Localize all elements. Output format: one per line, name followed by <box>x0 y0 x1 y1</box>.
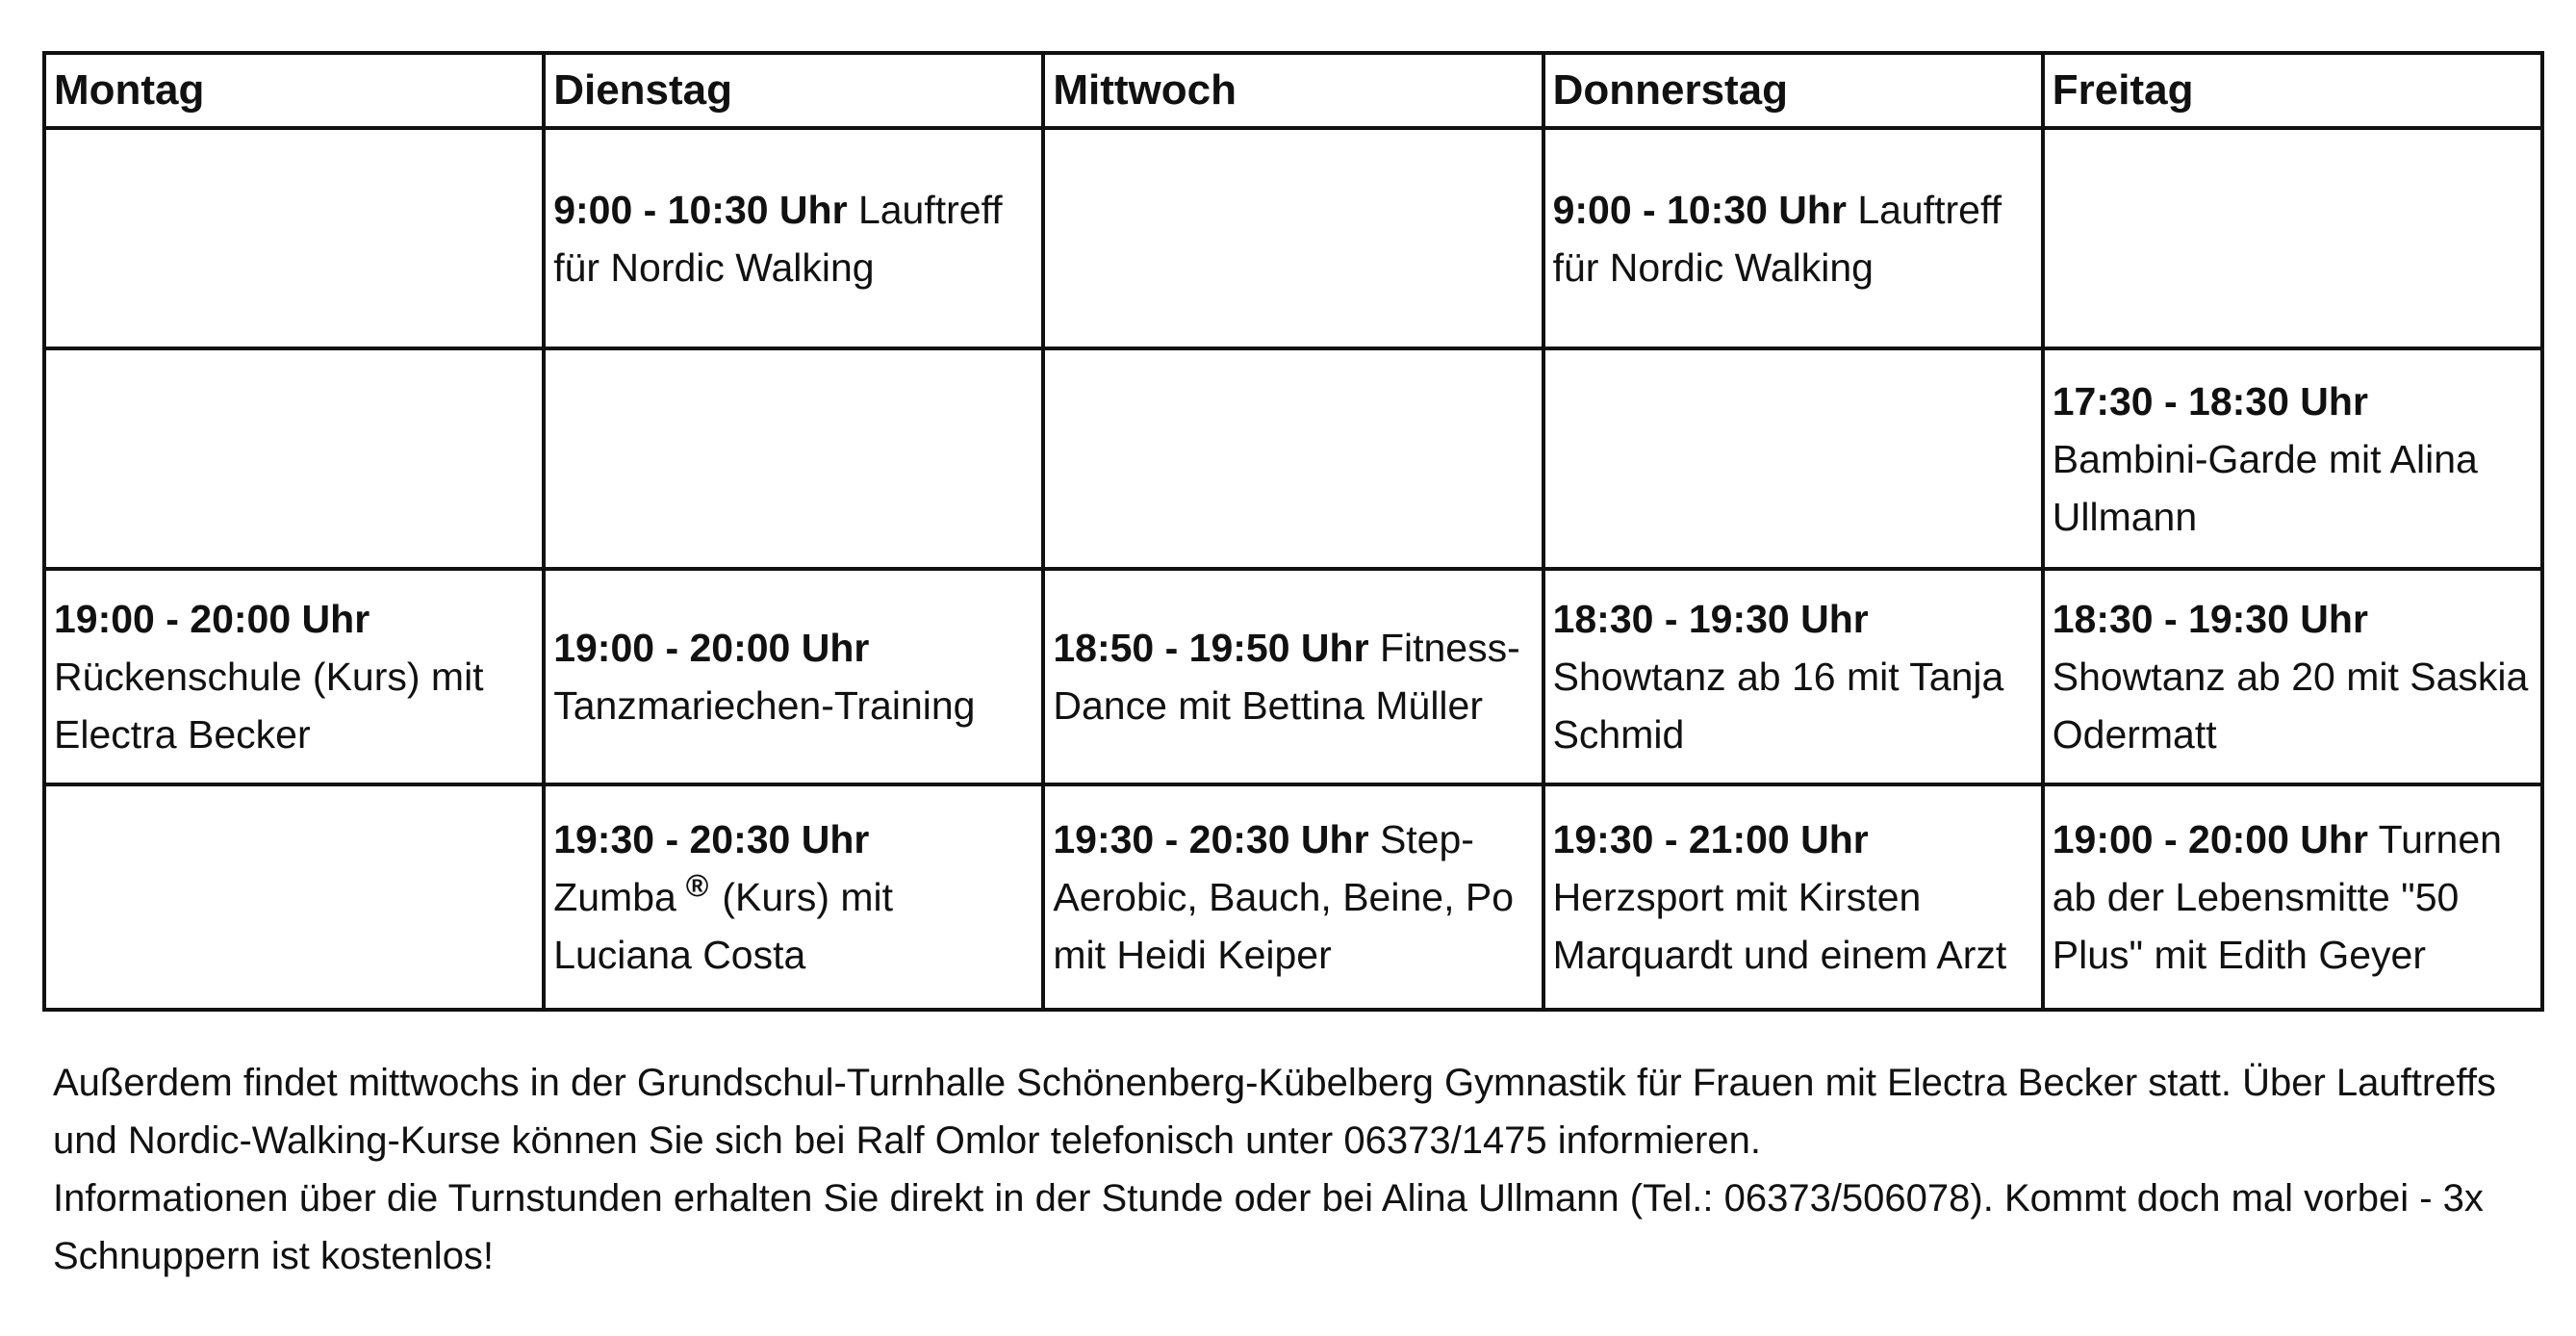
cell-montag <box>44 128 544 348</box>
header-dienstag: Dienstag <box>544 53 1043 128</box>
activity-text: Bambini-Garde mit Alina Ullmann <box>2052 436 2478 539</box>
time-label: 18:30 - 19:30 Uhr <box>1552 597 1869 641</box>
cell-dienstag <box>544 128 1043 348</box>
schedule-table <box>42 51 2544 1012</box>
time-label: 19:30 - 21:00 Uhr <box>1552 817 1869 861</box>
cell-montag <box>44 348 544 569</box>
activity-text: Herzsport mit Kirsten Marquardt und einem Arzt <box>1552 875 2007 977</box>
cell-freitag <box>2043 569 2542 784</box>
time-label: 17:30 - 18:30 Uhr <box>2052 378 2368 424</box>
cell-donnerstag <box>1543 128 2043 348</box>
cell-freitag <box>2043 128 2542 348</box>
cell-mittwoch <box>1043 569 1543 784</box>
cell-mittwoch <box>1043 784 1543 1010</box>
footer-info <box>53 1054 2536 1285</box>
cell-donnerstag <box>1543 784 2043 1010</box>
time-label: 18:50 - 19:50 Uhr <box>1053 626 1369 670</box>
cell-donnerstag <box>1543 348 2043 569</box>
time-label: 19:00 - 20:00 Uhr <box>2052 817 2368 861</box>
time-label: 18:30 - 19:30 Uhr <box>2052 597 2368 641</box>
activity-text: Fitness-Dance mit Bettina Müller <box>1053 626 1520 728</box>
activity-text: Showtanz ab 20 mit Saskia Odermatt <box>2052 655 2529 757</box>
activity-text: Tanzmariechen-Training <box>553 683 976 728</box>
cell-donnerstag <box>1543 569 2043 784</box>
cell-mittwoch <box>1043 128 1543 348</box>
time-label: 19:00 - 20:00 Uhr <box>54 597 370 641</box>
cell-dienstag <box>544 348 1043 569</box>
activity-text: Lauftreff für Nordic Walking <box>553 187 1003 290</box>
cell-montag <box>44 569 544 784</box>
activity-text: Zumba <box>553 875 676 919</box>
header-freitag: Freitag <box>2043 53 2542 128</box>
time-label: 19:30 - 20:30 Uhr <box>1053 817 1369 861</box>
header-donnerstag: Donnerstag <box>1543 53 2043 128</box>
time-label: 19:30 - 20:30 Uhr <box>553 817 870 861</box>
activity-text: Turnen ab der Lebensmitte "50 Plus" mit Edith Geyer <box>2052 817 2502 977</box>
registered-mark: ® <box>685 868 709 904</box>
activity-text: Step-Aerobic, Bauch, Beine, Po mit Heidi Keiper <box>1053 817 1515 977</box>
cell-dienstag <box>544 569 1043 784</box>
cell-montag <box>44 784 544 1010</box>
activity-text: Showtanz ab 16 mit Tanja Schmid <box>1552 655 2004 757</box>
table-row <box>44 569 2542 784</box>
header-montag: Montag <box>44 53 544 128</box>
time-label: 9:00 - 10:30 Uhr <box>553 187 848 232</box>
activity-text: Rückenschule (Kurs) mit Electra Becker <box>54 655 484 757</box>
header-row <box>44 53 2542 128</box>
cell-dienstag <box>544 784 1043 1010</box>
footer-paragraph: Außerdem findet mittwochs in der Grundschul-Turnhalle Schönenberg-Kübelberg Gymnastik für Frauen mit Electra Becker statt. Über Lauftreffs und Nordic-Walking-Kurse können Sie sich bei Ralf Omlor telefonisch unter 06373/1475 informieren. <box>53 1062 2496 1162</box>
footer-paragraph: Informationen über die Turnstunden erhalten Sie direkt in der Stunde oder bei Alina Ullmann (Tel.: 06373/506078). Kommt doch mal vorbei - 3x Schnuppern ist kostenlos! <box>53 1177 2484 1277</box>
cell-freitag <box>2043 784 2542 1010</box>
table-row <box>44 784 2542 1010</box>
activity-text: (Kurs) mit Luciana Costa <box>553 875 894 977</box>
table-row <box>44 128 2542 348</box>
table-row <box>44 348 2542 569</box>
activity-text: Lauftreff für Nordic Walking <box>1552 187 2002 290</box>
time-label: 9:00 - 10:30 Uhr <box>1552 187 1847 232</box>
cell-mittwoch <box>1043 348 1543 569</box>
time-label: 19:00 - 20:00 Uhr <box>553 626 870 670</box>
header-mittwoch: Mittwoch <box>1043 53 1543 128</box>
cell-freitag <box>2043 348 2542 569</box>
